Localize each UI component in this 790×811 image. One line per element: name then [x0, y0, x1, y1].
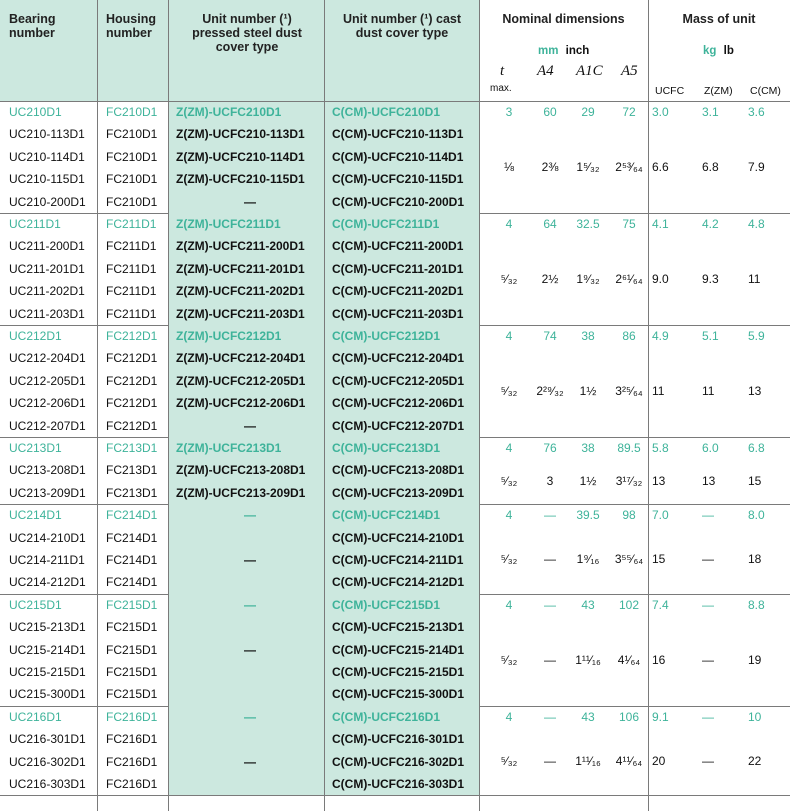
mass-lb-value: 20 — [652, 753, 666, 768]
cast-unit-number: C(CM)-UCFC215-215D1 — [332, 665, 465, 679]
mass-kg-value: 7.4 — [652, 597, 669, 612]
mass-lb-value: 11 — [748, 272, 761, 287]
pressed-unit-number: Z(ZM)-UCFC212-205D1 — [176, 373, 306, 388]
dim-inch-value: ⁵⁄₃₂ — [500, 653, 518, 667]
mass-lb-value: — — [702, 653, 714, 667]
dim-mm-value: 29 — [581, 105, 595, 119]
bearing-number: UC210-114D1 — [9, 149, 85, 164]
housing-number: FC215D1 — [106, 665, 158, 679]
dim-inch-value: 3²⁵⁄₆₄ — [615, 384, 643, 399]
mass-lb-value: 15 — [652, 552, 666, 567]
housing-number: FC211D1 — [106, 217, 157, 231]
mass-kg-value: 5.8 — [652, 441, 669, 455]
bearing-number: UC213D1 — [9, 441, 62, 455]
mass-kg-value: — — [702, 508, 714, 523]
pressed-unit-number: Z(ZM)-UCFC212D1 — [176, 329, 282, 343]
dim-mm-value: 106 — [618, 709, 640, 724]
housing-number: FC210D1 — [106, 172, 158, 187]
cast-unit-number: C(CM)-UCFC211-203D1 — [332, 306, 464, 321]
bearing-number: UC211D1 — [9, 217, 61, 231]
pressed-unit-number: — — [244, 508, 256, 523]
dim-mm-value: — — [544, 508, 556, 523]
housing-number: FC210D1 — [106, 149, 158, 164]
column-divider — [97, 0, 98, 811]
cast-unit-number: C(CM)-UCFC212-207D1 — [332, 418, 465, 433]
bearing-number: UC215-213D1 — [9, 620, 86, 635]
dim-mm-value: 89.5 — [617, 441, 641, 455]
dim-inch-value: 1⁹⁄₃₂ — [576, 272, 600, 287]
housing-number: FC215D1 — [106, 597, 158, 612]
bearing-number: UC212-205D1 — [9, 373, 86, 388]
mass-lb-value: — — [702, 753, 714, 768]
unit-kg-label — [703, 44, 734, 58]
dim-mm-value: 38 — [581, 441, 595, 455]
cast-unit-number: C(CM)-UCFC210-113D1 — [332, 127, 464, 142]
dim-mm-value: 4 — [505, 217, 513, 231]
housing-number: FC215D1 — [106, 620, 158, 635]
mass-kg-value: 4.9 — [652, 329, 669, 343]
housing-number: FC211D1 — [106, 261, 157, 276]
bearing-number: UC216-301D1 — [9, 732, 86, 747]
bearing-number: UC210-200D1 — [9, 194, 86, 209]
mass-lb-value: 9.0 — [652, 272, 669, 287]
cast-unit-number: C(CM)-UCFC214-211D1 — [332, 553, 464, 567]
cast-unit-number: C(CM)-UCFC214D1 — [332, 508, 441, 523]
bearing-number: UC214D1 — [9, 508, 62, 523]
bearing-number: UC211-200D1 — [9, 239, 85, 254]
dim-inch-value: 3¹⁷⁄₃₂ — [615, 473, 643, 488]
housing-number: FC215D1 — [106, 642, 158, 657]
dim-mm-value: — — [544, 597, 556, 612]
bearing-number: UC213-209D1 — [9, 485, 86, 500]
pressed-unit-number: — — [244, 553, 256, 567]
dim-inch-value: — — [544, 653, 556, 667]
column-divider — [479, 0, 480, 811]
pressed-unit-number: Z(ZM)-UCFC211-201D1 — [176, 261, 305, 276]
mass-kg-value: 8.0 — [748, 508, 765, 523]
housing-number: FC214D1 — [106, 530, 158, 545]
bearing-number: UC216-302D1 — [9, 754, 86, 769]
pressed-unit-number: — — [244, 597, 256, 612]
dim-inch-value: — — [544, 753, 556, 768]
dim-inch-value: ⁵⁄₃₂ — [500, 552, 518, 567]
dim-mm-value: 75 — [622, 217, 636, 231]
housing-number: FC210D1 — [106, 194, 158, 209]
mass-kg-value: 6.8 — [748, 441, 765, 455]
header-t-max: max. — [490, 83, 512, 94]
bearing-number: UC215-215D1 — [9, 665, 86, 679]
dim-inch-value: 2⁵³⁄₆₄ — [615, 160, 643, 175]
mass-kg-value: 3.0 — [652, 105, 669, 119]
cast-unit-number: C(CM)-UCFC213D1 — [332, 441, 441, 455]
dim-mm-value: 3 — [505, 105, 513, 119]
header-bearing: Bearing number — [9, 12, 56, 40]
cast-unit-number: C(CM)-UCFC216D1 — [332, 709, 441, 724]
column-divider — [168, 0, 169, 811]
bearing-number: UC212-204D1 — [9, 351, 86, 366]
mass-lb-value: 19 — [748, 653, 762, 667]
mass-lb-value: 13 — [748, 384, 762, 399]
mass-lb-value: 6.6 — [652, 160, 669, 175]
mass-lb-value: 15 — [748, 473, 762, 488]
cast-unit-number: C(CM)-UCFC215-300D1 — [332, 687, 465, 702]
pressed-unit-number: Z(ZM)-UCFC211-202D1 — [176, 284, 305, 299]
unit-mm: mm — [538, 45, 559, 57]
column-divider — [648, 0, 649, 811]
pressed-unit-number: Z(ZM)-UCFC213D1 — [176, 441, 282, 455]
unit-mm-label — [538, 44, 589, 58]
housing-number: FC214D1 — [106, 508, 158, 523]
mass-lb-value: 9.3 — [702, 272, 719, 287]
dim-mm-value: 64 — [543, 217, 557, 231]
dim-mm-value: 102 — [618, 597, 640, 612]
dim-inch-value: 4¹⁄₆₄ — [617, 653, 641, 667]
pressed-unit-number: Z(ZM)-UCFC211-200D1 — [176, 239, 305, 254]
mass-lb-value: — — [702, 552, 714, 567]
mass-lb-value: 22 — [748, 753, 762, 768]
dim-mm-value: 43 — [581, 597, 595, 612]
pressed-unit-number: Z(ZM)-UCFC211D1 — [176, 217, 281, 231]
unit-inch: inch — [565, 45, 590, 57]
bearing-number: UC210D1 — [9, 105, 62, 119]
dim-mm-value: 4 — [505, 508, 513, 523]
dim-inch-value: ⁵⁄₃₂ — [500, 753, 518, 768]
header-a5: A5 — [621, 63, 638, 79]
mass-kg-value: 4.2 — [702, 217, 719, 231]
dim-inch-value: 3⁵⁵⁄₆₄ — [614, 552, 644, 567]
bearing-number: UC212-206D1 — [9, 396, 86, 411]
cast-unit-number: C(CM)-UCFC216-303D1 — [332, 777, 465, 791]
cast-unit-number: C(CM)-UCFC213-209D1 — [332, 485, 465, 500]
bearing-number: UC210-113D1 — [9, 127, 85, 142]
dim-mm-value: 76 — [543, 441, 557, 455]
mass-lb-value: 11 — [652, 384, 665, 399]
dim-inch-value: — — [544, 552, 556, 567]
mass-kg-value: 6.0 — [702, 441, 719, 455]
mass-lb-value: 13 — [702, 473, 716, 488]
group-divider — [0, 795, 790, 796]
cast-unit-number: C(CM)-UCFC211-202D1 — [332, 284, 464, 299]
dim-inch-value: ⁵⁄₃₂ — [500, 272, 518, 287]
mass-lb-value: 13 — [652, 473, 666, 488]
dim-mm-value: 4 — [505, 441, 513, 455]
pressed-unit-number: Z(ZM)-UCFC212-206D1 — [176, 396, 306, 411]
dim-mm-value: — — [544, 709, 556, 724]
dim-inch-value: 1⁹⁄₁₆ — [576, 552, 600, 567]
cast-unit-number: C(CM)-UCFC212D1 — [332, 329, 441, 343]
dim-inch-value: ⅛ — [503, 160, 514, 175]
mass-kg-value: — — [702, 709, 714, 724]
pressed-unit-number: Z(ZM)-UCFC211-203D1 — [176, 306, 305, 321]
housing-number: FC213D1 — [106, 485, 158, 500]
pressed-unit-number: — — [244, 709, 256, 724]
cast-unit-number: C(CM)-UCFC215D1 — [332, 597, 441, 612]
mass-lb-value: 16 — [652, 653, 666, 667]
header-nominal: Nominal dimensions — [502, 12, 625, 26]
dim-inch-value: 1¹¹⁄₁₆ — [575, 753, 601, 768]
mass-lb-value: 7.9 — [748, 160, 765, 175]
housing-number: FC212D1 — [106, 396, 158, 411]
dim-inch-value: 1½ — [579, 473, 597, 488]
bearing-number: UC215-214D1 — [9, 642, 86, 657]
housing-number: FC212D1 — [106, 418, 158, 433]
dim-inch-value: 2²⁹⁄₃₂ — [536, 384, 564, 399]
header-mass: Mass of unit — [682, 12, 756, 26]
dim-mm-value: 4 — [505, 597, 513, 612]
housing-number: FC214D1 — [106, 553, 158, 567]
bearing-number: UC216D1 — [9, 709, 62, 724]
dim-mm-value: 72 — [622, 105, 636, 119]
header-a1c: A1C — [576, 63, 603, 79]
bearing-number: UC214-211D1 — [9, 553, 85, 567]
dim-mm-value: 38 — [581, 329, 595, 343]
dim-inch-value: 1½ — [579, 384, 597, 399]
pressed-unit-number: Z(ZM)-UCFC210-114D1 — [176, 149, 305, 164]
cast-unit-number: C(CM)-UCFC213-208D1 — [332, 463, 465, 478]
cast-unit-number: C(CM)-UCFC211D1 — [332, 217, 440, 231]
bearing-number: UC210-115D1 — [9, 172, 85, 187]
housing-number: FC213D1 — [106, 441, 158, 455]
column-divider — [324, 0, 325, 811]
cast-unit-number: C(CM)-UCFC210-114D1 — [332, 149, 464, 164]
housing-number: FC213D1 — [106, 463, 158, 478]
pressed-unit-number: Z(ZM)-UCFC210-115D1 — [176, 172, 305, 187]
header-a4: A4 — [537, 63, 554, 79]
dim-mm-value: 39.5 — [576, 508, 600, 523]
mass-kg-value: 3.6 — [748, 105, 765, 119]
dim-inch-value: 2⅜ — [541, 160, 559, 175]
housing-number: FC211D1 — [106, 284, 157, 299]
bearing-number: UC215-300D1 — [9, 687, 86, 702]
cast-unit-number: C(CM)-UCFC212-204D1 — [332, 351, 465, 366]
cast-unit-number: C(CM)-UCFC211-201D1 — [332, 261, 464, 276]
dim-mm-value: 98 — [622, 508, 636, 523]
housing-number: FC211D1 — [106, 306, 157, 321]
header-housing: Housing number — [106, 12, 156, 40]
mass-lb-value: 11 — [702, 384, 715, 399]
housing-number: FC214D1 — [106, 575, 158, 590]
cast-unit-number: C(CM)-UCFC210D1 — [332, 105, 441, 119]
housing-number: FC212D1 — [106, 351, 158, 366]
unit-kg: kg — [703, 45, 717, 57]
pressed-unit-number: Z(ZM)-UCFC213-209D1 — [176, 485, 306, 500]
pressed-unit-number: — — [244, 194, 256, 209]
pressed-unit-number: — — [244, 418, 256, 433]
housing-number: FC216D1 — [106, 754, 158, 769]
housing-number: FC210D1 — [106, 105, 158, 119]
housing-number: FC216D1 — [106, 777, 158, 791]
pressed-unit-number: Z(ZM)-UCFC210-113D1 — [176, 127, 305, 142]
header-divider — [0, 101, 790, 102]
bearing-number: UC215D1 — [9, 597, 62, 612]
housing-number: FC215D1 — [106, 687, 158, 702]
pressed-unit-number: Z(ZM)-UCFC210D1 — [176, 105, 282, 119]
mass-lb-value: 18 — [748, 552, 762, 567]
dim-mm-value: 74 — [543, 329, 557, 343]
header-cast: Unit number (¹) cast dust cover type — [342, 12, 462, 40]
cast-unit-number: C(CM)-UCFC216-302D1 — [332, 754, 465, 769]
bearing-number: UC214-212D1 — [9, 575, 86, 590]
mass-kg-value: 7.0 — [652, 508, 669, 523]
housing-number: FC210D1 — [106, 127, 158, 142]
dim-mm-value: 32.5 — [576, 217, 600, 231]
bearing-number: UC216-303D1 — [9, 777, 86, 791]
bearing-number: UC211-202D1 — [9, 284, 85, 299]
header-zzm: Z(ZM) — [704, 85, 733, 97]
cast-unit-number: C(CM)-UCFC216-301D1 — [332, 732, 465, 747]
cast-unit-number: C(CM)-UCFC210-200D1 — [332, 194, 465, 209]
cast-unit-number: C(CM)-UCFC210-115D1 — [332, 172, 464, 187]
dim-inch-value: 1⁵⁄₃₂ — [576, 160, 600, 175]
dim-mm-value: 60 — [543, 105, 557, 119]
bearing-number: UC211-203D1 — [9, 306, 85, 321]
header-ucfc: UCFC — [655, 85, 685, 97]
mass-kg-value: — — [702, 597, 714, 612]
mass-kg-value: 3.1 — [702, 105, 719, 119]
mass-lb-value: 6.8 — [702, 160, 719, 175]
dim-inch-value: 2½ — [541, 272, 559, 287]
unit-lb: lb — [723, 45, 734, 57]
cast-unit-number: C(CM)-UCFC215-213D1 — [332, 620, 465, 635]
housing-number: FC211D1 — [106, 239, 157, 254]
pressed-unit-number: — — [244, 754, 256, 769]
mass-kg-value: 4.1 — [652, 217, 669, 231]
header-ccm: C(CM) — [750, 85, 781, 97]
bearing-number: UC211-201D1 — [9, 261, 85, 276]
mass-kg-value: 8.8 — [748, 597, 765, 612]
dim-inch-value: 2⁶¹⁄₆₄ — [615, 272, 643, 287]
dim-inch-value: ⁵⁄₃₂ — [500, 384, 518, 399]
dim-mm-value: 86 — [622, 329, 636, 343]
dim-mm-value: 43 — [581, 709, 595, 724]
cast-unit-number: C(CM)-UCFC212-206D1 — [332, 396, 465, 411]
header-t: t — [500, 63, 505, 79]
mass-kg-value: 5.1 — [702, 329, 719, 343]
housing-number: FC212D1 — [106, 373, 158, 388]
mass-kg-value: 9.1 — [652, 709, 669, 724]
bearing-number: UC214-210D1 — [9, 530, 86, 545]
dim-inch-value: 3 — [546, 473, 554, 488]
housing-number: FC216D1 — [106, 732, 158, 747]
dim-inch-value: 1¹¹⁄₁₆ — [575, 653, 601, 667]
mass-kg-value: 5.9 — [748, 329, 765, 343]
housing-number: FC216D1 — [106, 709, 158, 724]
mass-kg-value: 4.8 — [748, 217, 765, 231]
pressed-unit-number: Z(ZM)-UCFC212-204D1 — [176, 351, 306, 366]
cast-unit-number: C(CM)-UCFC215-214D1 — [332, 642, 465, 657]
mass-kg-value: 10 — [748, 709, 762, 724]
bearing-number: UC212D1 — [9, 329, 62, 343]
dim-inch-value: 4¹¹⁄₆₄ — [615, 753, 643, 768]
pressed-unit-number: — — [244, 642, 256, 657]
bearing-number: UC212-207D1 — [9, 418, 86, 433]
cast-unit-number: C(CM)-UCFC212-205D1 — [332, 373, 465, 388]
dim-inch-value: ⁵⁄₃₂ — [500, 473, 518, 488]
header-pressed: Unit number (¹) pressed steel dust cover type — [192, 12, 302, 54]
housing-number: FC212D1 — [106, 329, 158, 343]
cast-unit-number: C(CM)-UCFC211-200D1 — [332, 239, 464, 254]
dim-mm-value: 4 — [505, 709, 513, 724]
cast-unit-number: C(CM)-UCFC214-210D1 — [332, 530, 465, 545]
dim-mm-value: 4 — [505, 329, 513, 343]
bearing-number: UC213-208D1 — [9, 463, 86, 478]
cast-unit-number: C(CM)-UCFC214-212D1 — [332, 575, 465, 590]
pressed-unit-number: Z(ZM)-UCFC213-208D1 — [176, 463, 306, 478]
